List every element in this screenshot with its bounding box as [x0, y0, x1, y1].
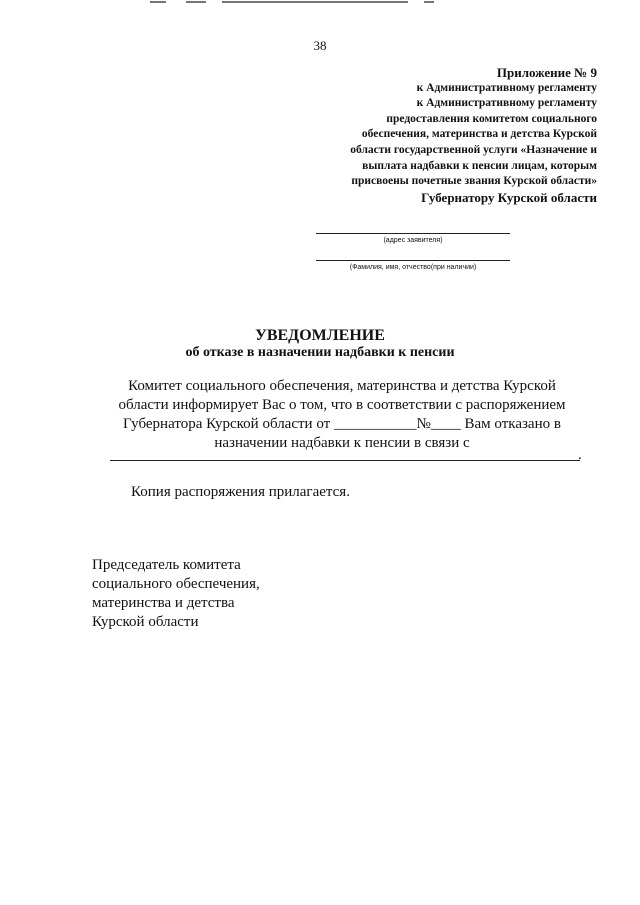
- address-line: [316, 233, 510, 234]
- appendix-heading: Приложение № 9: [496, 65, 597, 80]
- appendix-line: к Административному регламенту: [416, 97, 597, 110]
- signature-line: Курской области: [92, 614, 199, 630]
- document-subtitle: об отказе в назначении надбавки к пенсии: [185, 345, 455, 360]
- signature-line: социального обеспечения,: [92, 576, 260, 592]
- copy-note: Копия распоряжения прилагается.: [131, 484, 350, 500]
- document-title: УВЕДОМЛЕНИЕ: [255, 327, 385, 344]
- signature-block: [92, 556, 260, 632]
- signature-line: Председатель комитета: [92, 557, 241, 573]
- body-line: Губернатора Курской области от ___________№____ Вам отказано в: [123, 416, 561, 432]
- body-line: области информирует Вас о том, что в соответствии с распоряжением: [118, 397, 566, 413]
- appendix-line: предоставления комитетом социального: [386, 112, 597, 125]
- signature-line: материнства и детства: [92, 595, 235, 611]
- appendix-header: [267, 65, 597, 205]
- name-field[interactable]: [316, 260, 510, 272]
- address-caption: (адрес заявителя): [383, 237, 443, 244]
- body-line: Комитет социального обеспечения, материнства и детства Курской: [128, 378, 556, 394]
- name-caption: (Фамилия, имя, отчество(при наличии): [349, 264, 477, 271]
- appendix-line: области государственной услуги «Назначение и: [350, 143, 597, 156]
- reason-end-dot: .: [578, 447, 582, 463]
- page-number: 38: [313, 38, 327, 53]
- name-line: [316, 260, 510, 261]
- reason-blank-line[interactable]: [110, 460, 580, 461]
- scan-edge-marks: [0, 0, 640, 6]
- address-field[interactable]: [316, 233, 510, 245]
- body-line: назначении надбавки к пенсии в связи с: [214, 435, 470, 451]
- body-paragraph: [92, 377, 592, 453]
- appendix-line: обеспечения, материнства и детства Курской: [361, 128, 597, 141]
- appendix-line: выплата надбавки к пенсии лицам, которым: [362, 159, 597, 172]
- appendix-line: к Административному регламенту: [416, 81, 597, 94]
- appendix-addressee: Губернатору Курской области: [421, 189, 597, 205]
- appendix-line: присвоены почетные звания Курской области»: [351, 175, 597, 188]
